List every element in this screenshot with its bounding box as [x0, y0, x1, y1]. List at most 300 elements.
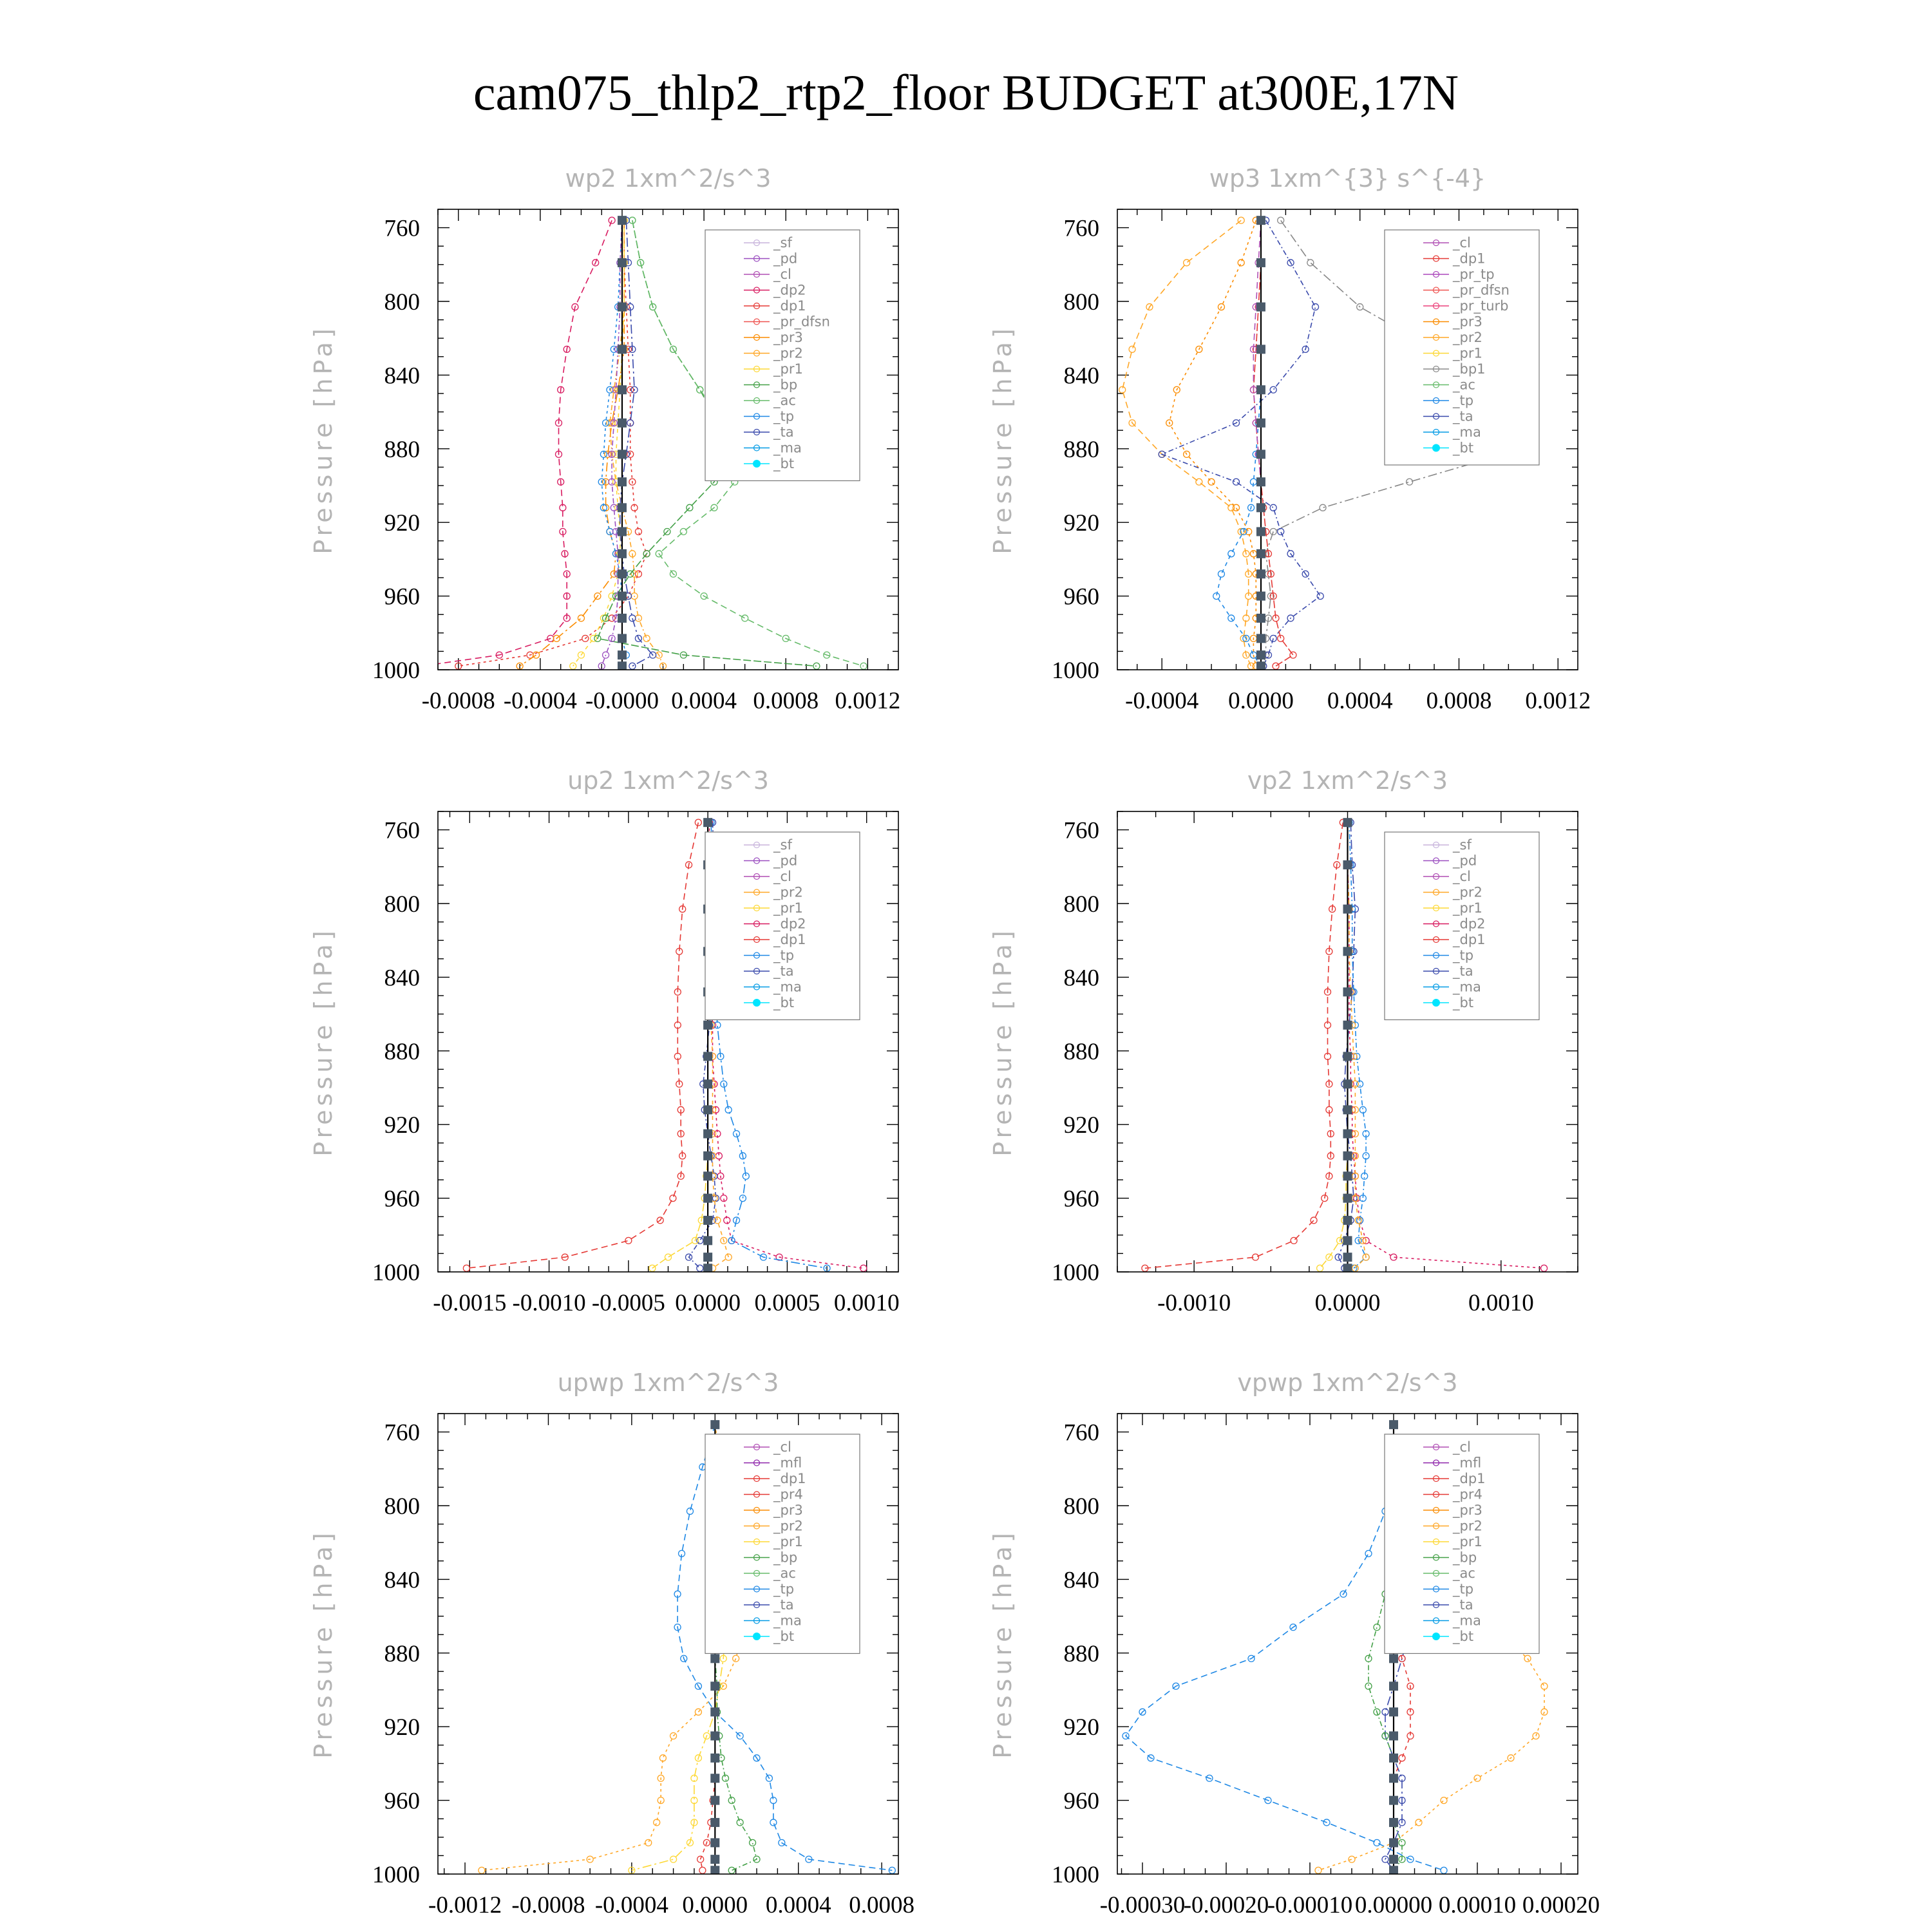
data-point — [1290, 652, 1296, 658]
x-tick-label: 0.0008 — [849, 1892, 914, 1918]
data-point — [1343, 905, 1352, 914]
legend-label: _cl — [1453, 869, 1471, 884]
legend-label: _bt — [773, 995, 795, 1010]
data-point — [1365, 1550, 1372, 1557]
x-tick-label: -0.0008 — [511, 1892, 585, 1918]
data-point — [1256, 661, 1265, 670]
data-point — [1233, 478, 1240, 485]
legend-label: _ma — [773, 979, 802, 995]
data-point — [703, 1021, 712, 1030]
data-point — [618, 450, 627, 459]
panel-title: wp3 1xm^{3} s^{-4} — [1209, 164, 1486, 193]
data-point — [1343, 1264, 1352, 1273]
legend-label: _pr4 — [773, 1486, 803, 1502]
y-tick-label: 920 — [384, 510, 420, 537]
series-line-pr3 — [520, 220, 624, 666]
data-point — [1256, 503, 1265, 512]
data-point — [770, 1819, 777, 1826]
figure-title: cam075_thlp2_rtp2_floor BUDGET at300E,17N — [473, 64, 1459, 120]
legend-label: _bp1 — [1453, 361, 1486, 377]
data-point — [1256, 527, 1265, 536]
data-point — [1389, 1754, 1398, 1763]
x-tick-label: -0.00020 — [1183, 1892, 1269, 1918]
data-point — [1343, 860, 1352, 869]
x-tick-label: 0.0008 — [753, 688, 819, 714]
y-tick-label: 880 — [384, 436, 420, 463]
data-point — [618, 527, 627, 536]
data-point — [1389, 1818, 1398, 1827]
y-tick-label: 960 — [1063, 1788, 1099, 1815]
legend-label: _ta — [1453, 963, 1473, 979]
legend-label: _pr_dfsn — [1453, 282, 1510, 298]
y-tick-label: 960 — [1063, 1186, 1099, 1213]
data-point — [618, 634, 627, 643]
data-point — [1256, 592, 1265, 601]
data-point — [1541, 1683, 1548, 1689]
x-tick-label: 0.0000 — [1314, 1290, 1381, 1316]
data-point — [1343, 947, 1352, 956]
data-point — [643, 635, 650, 641]
y-tick-label: 800 — [384, 1493, 420, 1520]
series-line-dp1 — [1145, 822, 1343, 1268]
y-tick-label: 880 — [384, 1038, 420, 1065]
y-tick-label: 800 — [384, 891, 420, 918]
data-point — [1343, 1194, 1352, 1203]
data-point — [1256, 549, 1265, 558]
data-point — [670, 1195, 676, 1202]
legend-label: _ma — [1453, 979, 1481, 995]
x-tick-label: 0.0005 — [754, 1290, 820, 1316]
data-point — [618, 592, 627, 601]
legend-marker — [753, 999, 761, 1007]
data-point — [478, 1867, 485, 1873]
y-axis-label: Pressure [hPa] — [989, 325, 1017, 554]
data-point — [1307, 260, 1314, 266]
legend-label: _cl — [1453, 235, 1471, 251]
x-tick-label: -0.0015 — [433, 1290, 507, 1316]
data-point — [1256, 569, 1265, 578]
data-point — [1389, 1420, 1398, 1429]
legend-label: _sf — [773, 837, 792, 853]
y-tick-label: 960 — [384, 1788, 420, 1815]
data-point — [699, 1867, 706, 1873]
data-point — [1406, 478, 1413, 485]
data-point — [1389, 1855, 1398, 1864]
legend-marker — [753, 460, 761, 468]
x-tick-label: -0.00010 — [1267, 1892, 1353, 1918]
data-point — [1389, 1866, 1398, 1875]
data-point — [463, 1265, 469, 1271]
data-point — [1278, 529, 1284, 535]
data-point — [1256, 650, 1265, 659]
data-point — [1343, 1151, 1352, 1160]
legend-label: _pr_tp — [1453, 267, 1495, 282]
legend-label: _dp1 — [773, 932, 806, 947]
legend-label: _tp — [773, 1581, 795, 1597]
data-point — [697, 386, 703, 393]
data-point — [1312, 304, 1319, 310]
panels — [309, 164, 1600, 1918]
series-line-dp2 — [422, 220, 612, 666]
data-point — [1311, 1217, 1317, 1224]
x-tick-label: 0.00010 — [1438, 1892, 1517, 1918]
legend-marker — [753, 1633, 761, 1640]
legend-label: _pd — [1453, 853, 1477, 869]
legend-label: _bt — [773, 456, 795, 471]
legend-label: _pd — [773, 853, 798, 869]
data-point — [618, 650, 627, 659]
data-point — [1256, 345, 1265, 354]
data-point — [1374, 1624, 1380, 1631]
y-tick-label: 840 — [384, 363, 420, 390]
data-point — [1129, 346, 1135, 352]
data-point — [737, 1819, 743, 1826]
y-tick-label: 840 — [1063, 1567, 1099, 1594]
data-point — [710, 1707, 719, 1716]
legend-label: _pr1 — [773, 1534, 803, 1549]
data-point — [703, 1151, 712, 1160]
y-tick-label: 1000 — [1052, 1862, 1099, 1888]
data-point — [710, 1796, 719, 1805]
data-point — [665, 1254, 672, 1260]
legend-label: _sf — [773, 235, 792, 251]
data-point — [1208, 478, 1215, 485]
legend-label: _ma — [773, 1613, 802, 1629]
x-tick-label: 0.00000 — [1354, 1892, 1433, 1918]
y-tick-label: 760 — [384, 1419, 420, 1446]
data-point — [1317, 1265, 1323, 1271]
data-point — [1389, 1732, 1398, 1741]
y-tick-label: 760 — [1063, 215, 1099, 242]
legend-label: _pr2 — [773, 884, 803, 900]
legend-label: _ac — [773, 1566, 796, 1581]
legend-label: _ta — [773, 963, 794, 979]
panel-2 — [989, 164, 1591, 714]
x-tick-label: 0.0000 — [682, 1892, 748, 1918]
legend-label: _bt — [1453, 1629, 1474, 1644]
y-tick-label: 880 — [1063, 1038, 1099, 1065]
panel-title: wp2 1xm^2/s^3 — [565, 164, 772, 193]
data-point — [703, 1130, 712, 1139]
data-point — [1320, 504, 1326, 511]
y-tick-label: 1000 — [1052, 1260, 1099, 1286]
data-point — [680, 529, 687, 535]
panel-3 — [309, 766, 900, 1316]
data-point — [710, 1838, 719, 1847]
data-point — [1343, 1171, 1352, 1180]
x-tick-label: 0.0010 — [1468, 1290, 1534, 1316]
legend-label: _cl — [773, 869, 791, 884]
legend-label: _tp — [1453, 947, 1474, 963]
data-point — [1228, 551, 1235, 557]
legend-label: _dp1 — [1453, 932, 1486, 947]
data-point — [1343, 1253, 1352, 1262]
data-point — [1441, 1797, 1447, 1804]
data-point — [710, 1732, 719, 1741]
x-tick-label: 0.0010 — [833, 1290, 900, 1316]
x-tick-label: -0.0004 — [503, 688, 577, 714]
data-point — [703, 1171, 712, 1180]
legend-label: _pr1 — [773, 900, 803, 916]
y-tick-label: 840 — [1063, 965, 1099, 992]
data-point — [1256, 419, 1265, 428]
data-point — [618, 216, 627, 225]
y-tick-label: 1000 — [1052, 658, 1099, 684]
y-tick-label: 920 — [384, 1714, 420, 1741]
data-point — [1119, 386, 1126, 393]
data-point — [1343, 1021, 1352, 1030]
data-point — [618, 385, 627, 394]
legend-label: _pr1 — [1453, 900, 1482, 916]
legend-label: _pr3 — [1453, 314, 1482, 330]
data-point — [618, 419, 627, 428]
legend-label: _dp2 — [1453, 916, 1486, 932]
data-point — [703, 1105, 712, 1114]
legend-label: _cl — [1453, 1439, 1471, 1455]
legend-label: _pr2 — [773, 345, 803, 361]
data-point — [1441, 1867, 1447, 1873]
legend-label: _bp — [773, 1549, 798, 1566]
legend-label: _ma — [1453, 424, 1481, 440]
legend-label: _pr2 — [1453, 1518, 1482, 1534]
data-point — [1389, 1774, 1398, 1783]
x-tick-label: -0.0004 — [1125, 688, 1199, 714]
data-point — [1291, 1237, 1297, 1244]
data-point — [1343, 1130, 1352, 1139]
data-point — [1256, 634, 1265, 643]
y-tick-label: 960 — [1063, 583, 1099, 611]
y-axis-label: Pressure [hPa] — [309, 1529, 337, 1759]
legend-label: _pr2 — [1453, 330, 1482, 345]
legend-label: _pr2 — [1453, 884, 1482, 900]
data-point — [710, 1818, 719, 1827]
data-point — [629, 663, 636, 669]
data-point — [1256, 385, 1265, 394]
panel-title: upwp 1xm^2/s^3 — [557, 1368, 779, 1397]
panel-title: vpwp 1xm^2/s^3 — [1237, 1368, 1458, 1397]
legend-label: _bt — [773, 1629, 795, 1644]
data-point — [725, 1254, 732, 1260]
data-point — [1278, 217, 1284, 223]
data-point — [687, 1508, 693, 1515]
legend-label: _pr3 — [773, 1502, 803, 1518]
y-axis-label: Pressure [hPa] — [309, 927, 337, 1157]
y-tick-label: 800 — [384, 289, 420, 316]
data-point — [728, 1797, 735, 1804]
data-point — [1343, 1236, 1352, 1245]
data-point — [618, 503, 627, 512]
data-point — [618, 345, 627, 354]
panel-title: vp2 1xm^2/s^3 — [1247, 766, 1448, 795]
x-tick-label: 0.0004 — [671, 688, 737, 714]
data-point — [625, 1237, 632, 1244]
legend-label: _pr_turb — [1453, 298, 1509, 314]
data-point — [1343, 1105, 1352, 1114]
data-point — [728, 1867, 735, 1873]
x-tick-label: 0.0000 — [675, 1290, 741, 1316]
legend-label: _ac — [1453, 1566, 1475, 1581]
y-tick-label: 880 — [1063, 1640, 1099, 1667]
y-tick-label: 1000 — [372, 1862, 420, 1888]
y-tick-label: 840 — [1063, 363, 1099, 390]
data-point — [710, 1654, 719, 1663]
data-point — [618, 549, 627, 558]
y-tick-label: 880 — [1063, 436, 1099, 463]
x-tick-label: -0.0004 — [594, 1892, 668, 1918]
data-point — [703, 1236, 712, 1245]
data-point — [1374, 1839, 1380, 1846]
legend-label: _pr4 — [1453, 1486, 1482, 1502]
legend-label: _cl — [773, 1439, 791, 1455]
y-tick-label: 760 — [384, 215, 420, 242]
y-tick-label: 760 — [1063, 817, 1099, 844]
legend-label: _dp2 — [773, 282, 806, 298]
data-point — [1343, 1079, 1352, 1088]
data-point — [1184, 260, 1190, 266]
data-point — [1389, 1681, 1398, 1690]
data-point — [1256, 477, 1265, 486]
y-tick-label: 800 — [1063, 1493, 1099, 1520]
legend-label: _bt — [1453, 440, 1474, 456]
series-line-dp1 — [466, 822, 698, 1268]
data-point — [710, 1420, 719, 1429]
y-tick-label: 880 — [384, 1640, 420, 1667]
data-point — [1256, 303, 1265, 312]
data-point — [703, 1253, 712, 1262]
y-tick-label: 800 — [1063, 289, 1099, 316]
panel-5 — [309, 1368, 914, 1918]
legend-label: _ta — [1453, 408, 1473, 424]
data-point — [654, 1819, 660, 1826]
series-line-pr1 — [652, 822, 708, 1268]
data-point — [670, 1856, 677, 1862]
x-tick-label: -0.0000 — [585, 688, 659, 714]
data-point — [1389, 1796, 1398, 1805]
legend-label: _cl — [773, 267, 791, 282]
data-point — [1256, 258, 1265, 267]
y-axis-label: Pressure [hPa] — [309, 325, 337, 554]
y-tick-label: 1000 — [372, 658, 420, 684]
legend-label: _bp — [773, 377, 798, 393]
panel-6 — [989, 1368, 1600, 1918]
legend-label: _bp — [1453, 1549, 1477, 1566]
data-point — [1213, 593, 1220, 600]
x-tick-label: -0.0010 — [512, 1290, 586, 1316]
legend-label: _pr1 — [1453, 1534, 1482, 1549]
legend-label: _pr_dfsn — [773, 314, 830, 330]
y-tick-label: 840 — [384, 965, 420, 992]
legend-label: _ta — [773, 424, 794, 440]
x-tick-label: 0.00020 — [1522, 1892, 1600, 1918]
data-point — [1389, 1654, 1398, 1663]
legend-label: _bt — [1453, 995, 1474, 1010]
x-tick-label: -0.0010 — [1157, 1290, 1231, 1316]
legend-label: _dp1 — [773, 1471, 806, 1486]
y-tick-label: 960 — [384, 1186, 420, 1213]
data-point — [1278, 635, 1284, 641]
data-point — [697, 1265, 703, 1271]
legend-label: _dp1 — [1453, 251, 1486, 267]
y-tick-label: 920 — [384, 1112, 420, 1139]
legend-label: _pr3 — [1453, 1502, 1482, 1518]
data-point — [1343, 987, 1352, 996]
data-point — [1343, 818, 1352, 827]
data-point — [1365, 1683, 1372, 1689]
data-point — [703, 1052, 712, 1061]
data-point — [1343, 1216, 1352, 1225]
legend-label: _ta — [1453, 1597, 1473, 1613]
legend-label: _pr3 — [773, 330, 803, 345]
panel-title: up2 1xm^2/s^3 — [567, 766, 769, 795]
data-point — [1389, 1707, 1398, 1716]
legend-label: _mfl — [773, 1455, 802, 1471]
data-point — [742, 615, 748, 621]
legend-label: _ma — [1453, 1613, 1481, 1629]
panel-4 — [989, 766, 1578, 1316]
data-point — [1256, 450, 1265, 459]
y-axis-label: Pressure [hPa] — [989, 1529, 1017, 1759]
legend-label: _sf — [1453, 837, 1472, 853]
series-line-pr2 — [1122, 220, 1251, 666]
data-point — [1317, 593, 1323, 600]
data-point — [1238, 260, 1244, 266]
data-point — [710, 1866, 719, 1875]
data-point — [1273, 663, 1279, 669]
data-point — [618, 569, 627, 578]
data-point — [645, 1839, 652, 1846]
y-axis-label: Pressure [hPa] — [989, 927, 1017, 1157]
data-point — [1349, 1856, 1355, 1862]
data-point — [1541, 1265, 1548, 1271]
data-point — [703, 1264, 712, 1273]
legend-label: _pd — [773, 251, 798, 267]
data-point — [1256, 216, 1265, 225]
x-tick-label: 0.0008 — [1426, 688, 1492, 714]
data-point — [1218, 571, 1224, 577]
y-tick-label: 800 — [1063, 891, 1099, 918]
data-point — [618, 614, 627, 623]
legend-label: _pr1 — [773, 361, 803, 377]
data-point — [1238, 217, 1244, 223]
x-tick-label: -0.0012 — [428, 1892, 502, 1918]
data-point — [1416, 1819, 1422, 1826]
y-tick-label: 1000 — [372, 1260, 420, 1286]
legend-label: _ma — [773, 440, 802, 456]
legend-label: _ac — [1453, 377, 1475, 393]
legend-marker — [1432, 1633, 1440, 1640]
legend-label: _pr2 — [773, 1518, 803, 1534]
y-tick-label: 920 — [1063, 1714, 1099, 1741]
data-point — [618, 661, 627, 670]
data-point — [629, 615, 636, 621]
data-point — [618, 477, 627, 486]
data-point — [703, 1216, 712, 1225]
panel-1 — [309, 164, 900, 714]
data-point — [1270, 504, 1276, 511]
data-point — [710, 1754, 719, 1763]
legend-label: _tp — [1453, 393, 1474, 408]
legend-label: _dp1 — [1453, 1471, 1486, 1486]
x-tick-label: -0.0008 — [421, 688, 495, 714]
x-tick-label: 0.0004 — [765, 1892, 831, 1918]
legend-label: _dp2 — [773, 916, 806, 932]
legend-marker — [1432, 999, 1440, 1007]
y-tick-label: 920 — [1063, 510, 1099, 537]
data-point — [578, 615, 584, 621]
data-point — [618, 258, 627, 267]
data-point — [750, 1839, 756, 1846]
legend-label: _tp — [773, 947, 795, 963]
